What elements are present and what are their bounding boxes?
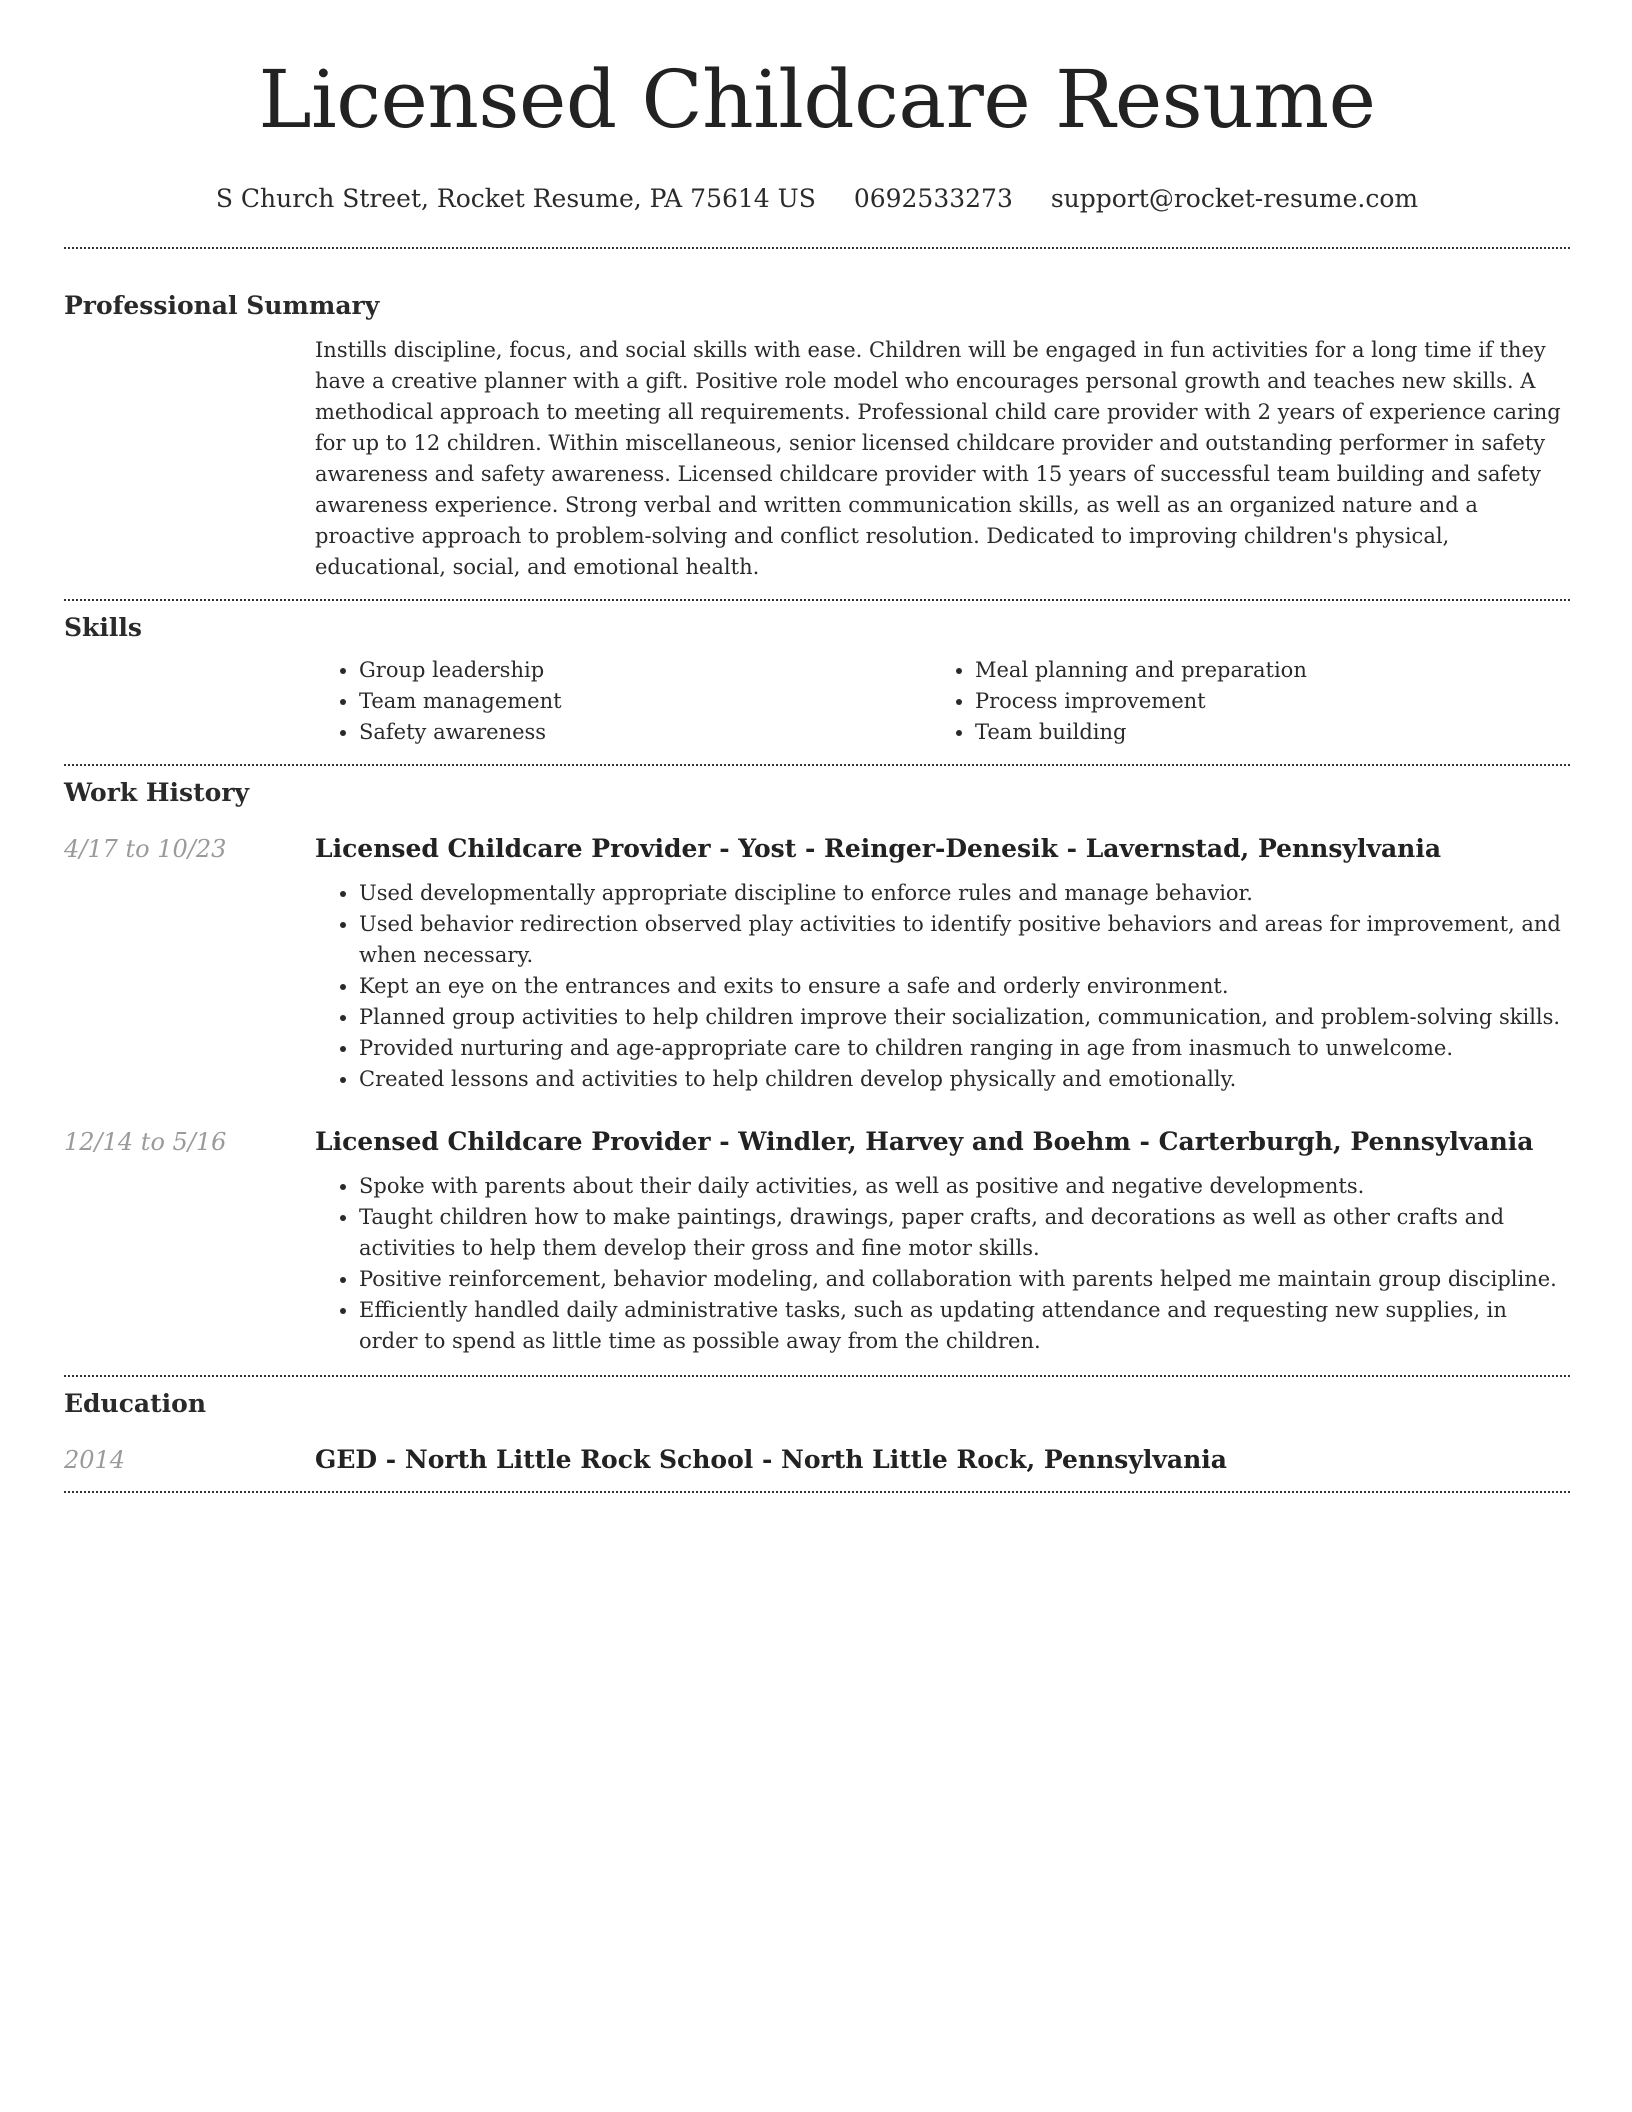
summary-heading: Professional Summary xyxy=(64,291,380,320)
education-divider xyxy=(64,1491,1570,1493)
skill-item: • Safety awareness xyxy=(359,717,931,748)
job-bullet: • Created lessons and activities to help children develop physically and emotionally. xyxy=(359,1064,1570,1095)
job-bullet: • Provided nurturing and age-appropriate care to children ranging in age from inasmuch to unwelcome. xyxy=(359,1033,1570,1064)
contact-email: support@rocket-resume.com xyxy=(1050,184,1419,213)
skill-item: • Process improvement xyxy=(975,686,1547,717)
job-title: Licensed Childcare Provider - Yost - Reinger-Denesik - Lavernstad, Pennsylvania xyxy=(315,834,1442,863)
job-bullet: • Spoke with parents about their daily activities, as well as positive and negative developments. xyxy=(359,1171,1570,1202)
education-heading: Education xyxy=(64,1389,207,1418)
resume-page xyxy=(64,0,1570,1493)
job-bullets xyxy=(315,878,1570,1095)
job-entry xyxy=(64,1127,1570,1375)
job-entry xyxy=(64,834,1570,1095)
skills-column-left xyxy=(315,655,931,748)
job-bullet: • Positive reinforcement, behavior modeling, and collaboration with parents helped me maintain group discipline. xyxy=(359,1264,1570,1295)
education-entry xyxy=(64,1445,1570,1491)
job-title: Licensed Childcare Provider - Windler, Harvey and Boehm - Carterburgh, Pennsylvania xyxy=(315,1127,1534,1156)
education-title: GED - North Little Rock School - North Little Rock, Pennsylvania xyxy=(315,1445,1227,1474)
job-bullet: • Efficiently handled daily administrative tasks, such as updating attendance and requesting new supplies, in order to spend as little time as possible away from the children. xyxy=(359,1295,1570,1357)
job-dates: 4/17 to 10/23 xyxy=(64,835,227,863)
job-bullets xyxy=(315,1171,1570,1357)
skill-item: • Group leadership xyxy=(359,655,931,686)
contact-line xyxy=(64,184,1570,214)
job-bullet: • Planned group activities to help children improve their socialization, communication, and problem-solving skills. xyxy=(359,1002,1570,1033)
skill-item: • Team management xyxy=(359,686,931,717)
education-section xyxy=(64,1377,1570,1491)
work-history-section xyxy=(64,766,1570,1375)
skill-item: • Meal planning and preparation xyxy=(975,655,1547,686)
resume-title: Licensed Childcare Resume xyxy=(258,53,1376,146)
job-bullet: • Kept an eye on the entrances and exits to ensure a safe and orderly environment. xyxy=(359,971,1570,1002)
work-history-heading: Work History xyxy=(64,778,250,807)
skills-section xyxy=(64,601,1570,764)
education-year: 2014 xyxy=(64,1446,126,1474)
summary-text: Instills discipline, focus, and social skills with ease. Children will be engaged in fun activities for a long time if they have a creative planner with a gift. Positive role model who encourages personal growth and teaches new skills. A methodical approach to meeting all requirements. Professional child care provider with 2 years of experience caring for up to 12 children. Within miscellaneous, senior licensed childcare provider and outstanding performer in safety awareness and safety awareness. Licensed childcare provider with 15 years of successful team building and safety awareness experience. Strong verbal and written communication skills, as well as an organized nature and a proactive approach to problem-solving and conflict resolution. Dedicated to improving children's physical, educational, social, and emotional health. xyxy=(315,338,1561,579)
job-bullet: • Used behavior redirection observed play activities to identify positive behaviors and areas for improvement, and when necessary. xyxy=(359,909,1570,971)
summary-section xyxy=(64,249,1570,599)
contact-address: S Church Street, Rocket Resume, PA 75614 US xyxy=(215,184,816,213)
job-dates: 12/14 to 5/16 xyxy=(64,1128,227,1156)
job-bullet: • Used developmentally appropriate discipline to enforce rules and manage behavior. xyxy=(359,878,1570,909)
skills-column-right xyxy=(931,655,1547,748)
job-bullet: • Taught children how to make paintings, drawings, paper crafts, and decorations as well as other crafts and activities to help them develop their gross and fine motor skills. xyxy=(359,1202,1570,1264)
skills-heading: Skills xyxy=(64,613,142,642)
skill-item: • Team building xyxy=(975,717,1547,748)
contact-phone: 0692533273 xyxy=(853,184,1013,213)
